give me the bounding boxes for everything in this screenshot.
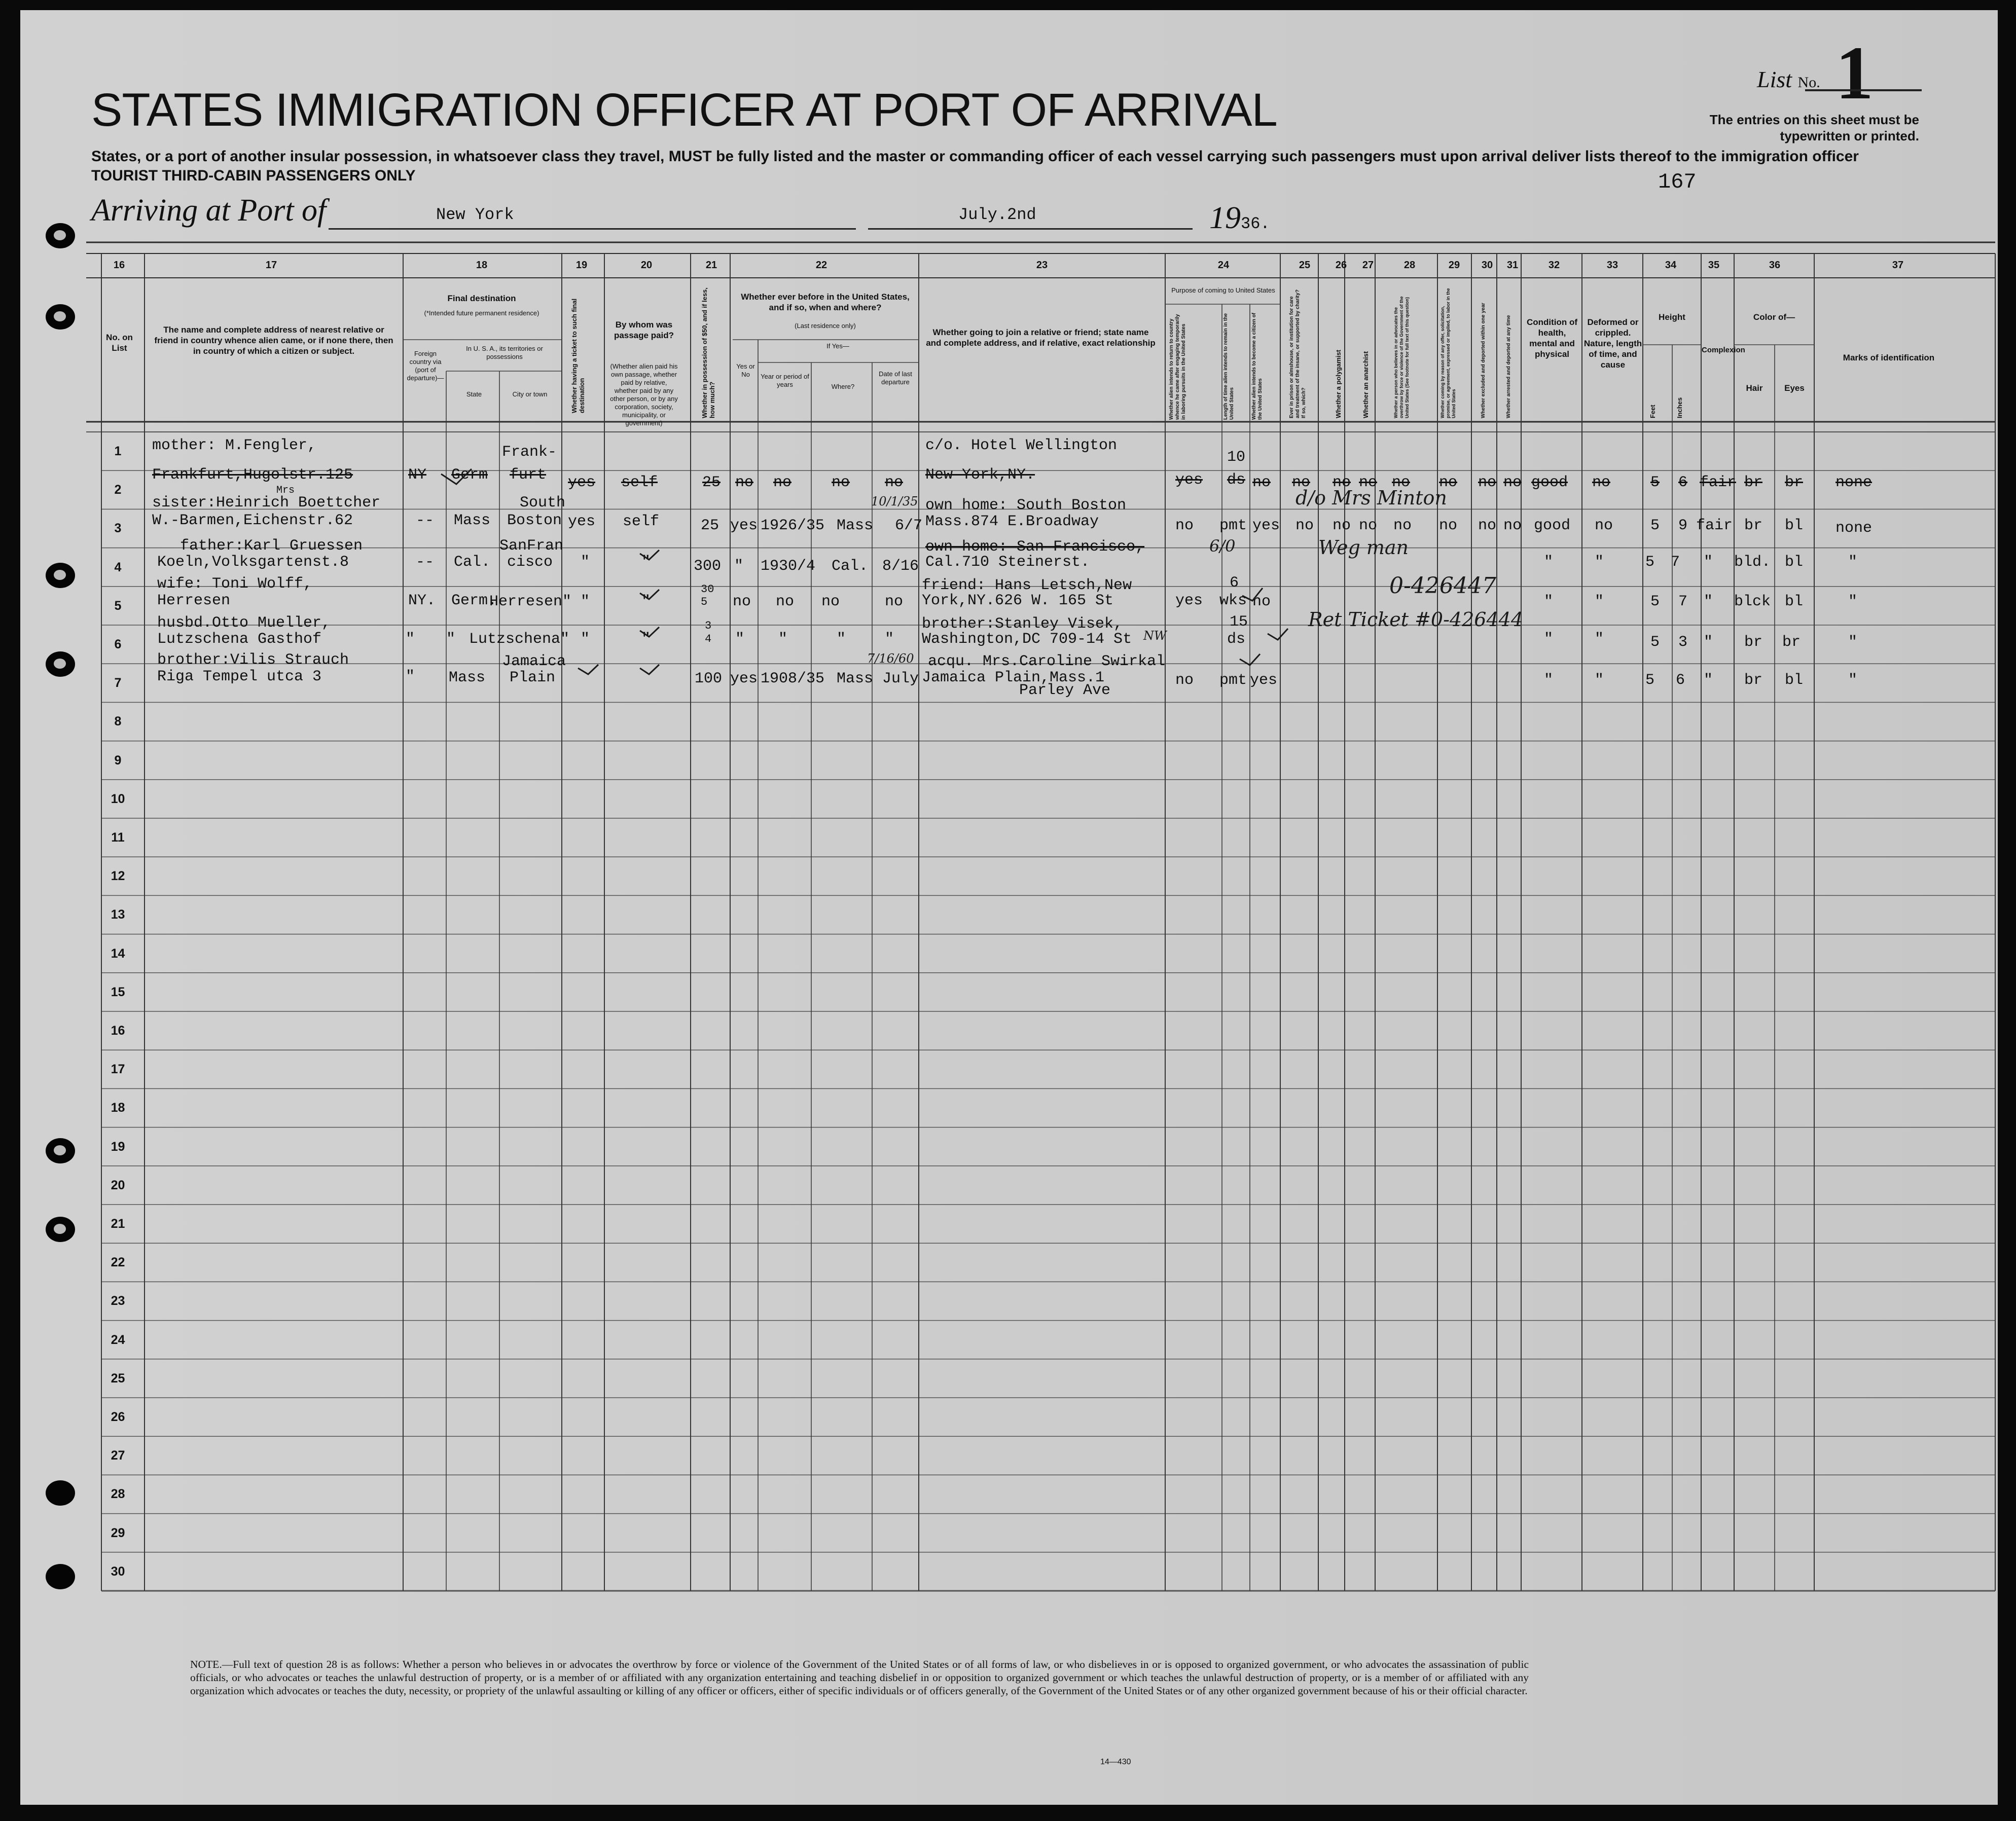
purpose-return: yes bbox=[1175, 592, 1203, 609]
header-question-30: Whether excluded and deported within one year bbox=[1481, 303, 1486, 418]
paid-by-value: self bbox=[621, 474, 658, 491]
footnote-question-28: NOTE.—Full text of question 28 is as follows: Whether a person who believes in or advocates the overthrow by force or violence of the Government of the United States or of all forms of law, or who disbelieves in or is opposed to organized government, or who advocates the assassination of public officials, or who advocates or teaches the unlawful destruction of property, or is a member of or affiliated with any organization entertaining and teaching disbelief in or opposition to organized government or which teaches the unlawful destruction of property, or is a member of or affiliated with any organization which advocates or teaches the duty, necessity, or propriety of the unlawful assaulting or killing of any officer or officers, either of specific individuals or of officers generally, of the Government of the United States or of any other organized government because of his or their official character. bbox=[190, 1658, 1529, 1697]
row-number: 11 bbox=[111, 830, 125, 845]
marks-value: " bbox=[1848, 672, 1858, 689]
row-number: 12 bbox=[111, 869, 125, 884]
paid-by-value: " bbox=[641, 554, 651, 571]
relative-address: Frankfurt,Hugolstr.125 bbox=[152, 466, 353, 484]
form-subtitle-class: TOURIST THIRD-CABIN PASSENGERS ONLY bbox=[91, 167, 416, 184]
header-color-of: Color of— bbox=[1753, 312, 1795, 322]
destination-state: Mass bbox=[449, 669, 486, 686]
header-marks: Marks of identification bbox=[1843, 353, 1935, 362]
hair-value: br bbox=[1744, 634, 1763, 651]
header-purpose-return: Whether alien intends to return to country whence he came after engaging temporarily in laboring pursuits in the United States bbox=[1169, 314, 1186, 420]
deformed-value: no bbox=[1595, 517, 1613, 534]
header-deformed: Deformed or crippled. Nature, length of time, and cause bbox=[1583, 317, 1642, 370]
money-value: 25 bbox=[702, 474, 721, 491]
before-where: Cal. bbox=[832, 558, 869, 575]
column-number: 29 bbox=[1448, 260, 1460, 271]
purpose-length: 15 bbox=[1230, 613, 1248, 631]
health-value: " bbox=[1544, 593, 1554, 610]
before-date: no bbox=[885, 474, 904, 491]
before-where: no bbox=[821, 593, 840, 610]
before-where: no bbox=[832, 474, 850, 491]
sheet-number: 167 bbox=[1658, 170, 1697, 194]
header-anarchist: Whether an anarchist bbox=[1362, 351, 1370, 418]
join-handwritten: NW bbox=[1143, 629, 1167, 643]
destination-city: Boston bbox=[507, 512, 562, 529]
column-number: 34 bbox=[1665, 260, 1677, 271]
before-where: Mass bbox=[837, 517, 874, 534]
row-number: 23 bbox=[111, 1294, 125, 1308]
paid-by-value: " bbox=[641, 631, 651, 648]
height-feet: 5 bbox=[1650, 474, 1660, 491]
header-ticket: Whether having a ticket to such final destination bbox=[570, 298, 586, 413]
row-number: 30 bbox=[111, 1564, 125, 1579]
header-if-yes: If Yes— bbox=[826, 342, 849, 350]
row-number: 3 bbox=[114, 521, 122, 536]
eyes-value: br bbox=[1785, 474, 1804, 491]
height-inches: 9 bbox=[1678, 517, 1688, 534]
hair-value: br bbox=[1744, 672, 1763, 689]
column-number: 27 bbox=[1362, 260, 1374, 271]
before-yes-no: no bbox=[733, 593, 751, 610]
handwritten-annotation: Weg man bbox=[1318, 536, 1409, 559]
row-number: 13 bbox=[111, 907, 125, 922]
height-inches: 7 bbox=[1671, 554, 1680, 571]
row-number: 27 bbox=[111, 1448, 125, 1463]
row-number: 15 bbox=[111, 985, 125, 999]
destination-state: " bbox=[446, 631, 456, 648]
relative-address: husbd.Otto Mueller, bbox=[157, 614, 331, 632]
complexion-value: " bbox=[1704, 593, 1713, 610]
marks-value: none bbox=[1835, 474, 1873, 491]
row-number: 10 bbox=[111, 791, 125, 806]
before-year: no bbox=[776, 593, 795, 610]
header-height: Height bbox=[1659, 312, 1685, 322]
row-number: 7 bbox=[114, 676, 122, 690]
purpose-length: ds bbox=[1227, 471, 1246, 489]
anarchist-value: no bbox=[1359, 517, 1378, 534]
prison-value: no bbox=[1295, 517, 1314, 534]
row-number: 8 bbox=[114, 714, 122, 729]
header-question-31: Whether arrested and deported at any time bbox=[1506, 315, 1511, 418]
foreign-country: -- bbox=[416, 554, 435, 571]
port-field: New York bbox=[436, 205, 514, 224]
destination-city: South bbox=[520, 494, 566, 512]
destination-city: Lutzschena" bbox=[469, 631, 570, 648]
polygamist-value: no bbox=[1333, 474, 1351, 491]
row-number: 6 bbox=[114, 637, 122, 651]
header-date-departure: Date of last departure bbox=[879, 370, 912, 386]
money-value: 3 bbox=[705, 620, 712, 632]
column-number: 20 bbox=[640, 260, 653, 271]
money-value: 30 bbox=[701, 583, 714, 596]
height-inches: 7 bbox=[1678, 593, 1688, 610]
paid-by-value: " bbox=[641, 593, 651, 610]
q29-value: no bbox=[1439, 474, 1458, 491]
destination-city: Plain bbox=[510, 669, 556, 686]
purpose-citizen: yes bbox=[1252, 517, 1280, 534]
relative-address: father:Karl Gruessen bbox=[180, 537, 363, 555]
complexion-value: fair bbox=[1700, 474, 1737, 491]
eyes-value: bl bbox=[1785, 672, 1804, 689]
header-hair: Hair bbox=[1746, 383, 1763, 393]
row-number: 20 bbox=[111, 1178, 125, 1192]
join-relative: friend: Hans Letsch,New bbox=[922, 577, 1132, 594]
marks-value: none bbox=[1835, 520, 1873, 537]
purpose-length: ds bbox=[1227, 631, 1246, 648]
foreign-country: NY bbox=[408, 466, 427, 484]
purpose-length: 6 bbox=[1230, 574, 1239, 592]
column-number: 17 bbox=[265, 260, 277, 271]
row-number: 4 bbox=[114, 560, 122, 574]
complexion-value: " bbox=[1704, 634, 1713, 651]
header-yes-no: Yes or No bbox=[736, 362, 755, 378]
deformed-value: " bbox=[1595, 672, 1604, 689]
deformed-value: " bbox=[1595, 631, 1604, 648]
foreign-country: NY. bbox=[408, 592, 436, 609]
join-relative: Cal.710 Steinerst. bbox=[925, 554, 1090, 571]
before-where: " bbox=[837, 631, 846, 648]
row-number: 26 bbox=[111, 1410, 125, 1424]
money-value: 4 bbox=[705, 633, 712, 645]
header-final-destination: Final destination bbox=[447, 294, 516, 303]
year-suffix: 36. bbox=[1241, 214, 1270, 233]
join-relative: Jamaica Plain,Mass.1 bbox=[922, 669, 1105, 686]
join-relative: own home: San Francisco, bbox=[925, 538, 1145, 556]
before-year: 1926/35 bbox=[761, 517, 825, 534]
column-number: 23 bbox=[1036, 260, 1048, 271]
column-number: 22 bbox=[815, 260, 827, 271]
handwritten-annotation: d/o Mrs Minton bbox=[1295, 487, 1447, 509]
form-title: STATES IMMIGRATION OFFICER AT PORT OF ARRIVAL bbox=[91, 84, 1277, 136]
foreign-country: " bbox=[406, 668, 415, 685]
complexion-value: fair bbox=[1696, 517, 1733, 534]
health-value: " bbox=[1544, 631, 1554, 648]
before-where: Mass bbox=[837, 670, 874, 687]
column-number: 36 bbox=[1769, 260, 1781, 271]
column-number: 28 bbox=[1403, 260, 1416, 271]
ticket-value: yes bbox=[568, 513, 596, 530]
height-feet: 5 bbox=[1650, 593, 1660, 610]
column-number: 24 bbox=[1217, 260, 1230, 271]
handwritten-code: Ret Ticket #0-426444 bbox=[1308, 608, 1524, 631]
paid-by-value: self bbox=[623, 513, 660, 530]
q29-value: no bbox=[1439, 517, 1458, 534]
relative-address: brother:Vilis Strauch bbox=[157, 651, 349, 669]
deformed-value: " bbox=[1595, 554, 1604, 571]
row-number: 16 bbox=[111, 1024, 125, 1038]
column-number: 37 bbox=[1892, 260, 1904, 271]
ticket-value: " bbox=[581, 631, 590, 648]
row-number: 25 bbox=[111, 1371, 125, 1386]
row-number: 5 bbox=[114, 598, 122, 613]
column-number: 21 bbox=[705, 260, 717, 271]
header-question-28: Whether a person who believes in or advocates the overthrow by force or violence of the Government of the United States (See footnote for full text of this question) bbox=[1393, 296, 1410, 418]
header-health: Condition of health, mental and physical bbox=[1526, 317, 1578, 359]
form-number: 14—430 bbox=[1100, 1758, 1131, 1766]
q28-value: no bbox=[1392, 474, 1411, 491]
row-number: 24 bbox=[111, 1332, 125, 1347]
column-number: 19 bbox=[575, 260, 588, 271]
money-value: 5 bbox=[701, 596, 708, 608]
before-year: 1930/4 bbox=[761, 558, 816, 575]
hair-value: br bbox=[1744, 474, 1763, 491]
eyes-value: bl bbox=[1785, 554, 1804, 571]
purpose-return: no bbox=[1175, 517, 1194, 534]
join-relative: c/o. Hotel Wellington bbox=[925, 437, 1118, 454]
before-date: " bbox=[885, 631, 894, 648]
year-prefix: 19 bbox=[1209, 201, 1241, 235]
purpose-length-handwritten: 6/0 bbox=[1209, 536, 1236, 556]
before-date: no bbox=[885, 593, 904, 610]
foreign-country: " bbox=[406, 631, 415, 648]
destination-city: cisco bbox=[507, 554, 553, 571]
relative-address: Lutzschena Gasthof bbox=[157, 631, 322, 648]
relative-address: Riga Tempel utca 3 bbox=[157, 668, 322, 685]
list-no-label: No. bbox=[1797, 74, 1820, 91]
join-relative: Mass.874 E.Broadway bbox=[925, 513, 1099, 530]
column-number: 31 bbox=[1506, 260, 1519, 271]
before-date-handwritten: 7/16/60 bbox=[867, 651, 914, 666]
complexion-value: " bbox=[1704, 554, 1713, 571]
before-date: July bbox=[882, 670, 919, 687]
height-feet: 5 bbox=[1645, 554, 1655, 571]
health-value: " bbox=[1544, 554, 1554, 571]
handwritten-code: 0-426447 bbox=[1389, 573, 1496, 599]
money-value: 300 bbox=[694, 558, 722, 575]
purpose-citizen: no bbox=[1252, 474, 1271, 491]
column-number: 25 bbox=[1299, 260, 1311, 271]
header-question-29: Whether coming by reason of any offer, solicitation, promise, or agreement, expressed or implied, to labor in the United States bbox=[1440, 288, 1456, 418]
before-yes-no: yes bbox=[730, 670, 758, 687]
purpose-citizen: yes bbox=[1250, 672, 1278, 689]
purpose-return: yes bbox=[1175, 471, 1203, 489]
money-value: 25 bbox=[701, 517, 719, 534]
q31-value: no bbox=[1503, 474, 1522, 491]
destination-state: Mass bbox=[454, 512, 491, 529]
complexion-value: " bbox=[1704, 672, 1713, 689]
header-paid-by-note: (Whether alien paid his own passage, whether paid by relative, whether paid by any other person, or by any corporation, society, municipality, or government) bbox=[610, 362, 678, 427]
height-feet: 5 bbox=[1650, 634, 1660, 651]
column-number: 33 bbox=[1606, 260, 1618, 271]
money-value: 100 bbox=[695, 670, 723, 687]
height-inches: 6 bbox=[1678, 474, 1688, 491]
anarchist-value: no bbox=[1359, 474, 1378, 491]
row-number: 1 bbox=[114, 444, 122, 458]
date-field: July.2nd bbox=[958, 205, 1036, 224]
q31-value: no bbox=[1503, 517, 1522, 534]
header-complexion: Complexion bbox=[1702, 346, 1745, 354]
join-relative: brother:Stanley Visek, bbox=[922, 615, 1123, 633]
header-state: State bbox=[466, 390, 482, 398]
row-number: 18 bbox=[111, 1101, 125, 1115]
header-polygamist: Whether a polygamist bbox=[1335, 349, 1342, 418]
join-relative: Parley Ave bbox=[1019, 682, 1111, 699]
header-purpose-citizen: Whether alien intends to become a citizen of the United States bbox=[1251, 312, 1263, 420]
destination-state: Germ bbox=[451, 466, 488, 484]
before-yes-no: " bbox=[734, 558, 744, 575]
q30-value: no bbox=[1478, 474, 1497, 491]
destination-state: Cal. bbox=[454, 554, 491, 571]
eyes-value: bl bbox=[1785, 517, 1804, 534]
header-city: City or town bbox=[512, 390, 548, 398]
header-year: Year or period of years bbox=[761, 373, 809, 388]
column-number: 16 bbox=[113, 260, 125, 271]
header-eyes: Eyes bbox=[1784, 383, 1805, 393]
row-number: 21 bbox=[111, 1217, 125, 1231]
health-value: good bbox=[1534, 517, 1571, 534]
header-money: Whether in possession of $50, and if less, how much? bbox=[701, 287, 716, 418]
health-value: good bbox=[1531, 474, 1568, 491]
row-number: 17 bbox=[111, 1062, 125, 1077]
destination-city: Herresen" bbox=[489, 593, 572, 610]
relative-address: Koeln,Volksgartenst.8 bbox=[157, 554, 349, 571]
join-relative: acqu. Mrs.Caroline Swirkal bbox=[928, 653, 1166, 670]
column-number: 26 bbox=[1335, 260, 1347, 271]
before-year: " bbox=[778, 631, 788, 648]
ticket-value: yes bbox=[568, 474, 596, 491]
row-number: 29 bbox=[111, 1525, 125, 1540]
purpose-length: pmt bbox=[1219, 517, 1247, 534]
purpose-length: pmt bbox=[1219, 672, 1247, 689]
before-date-handwritten: 10/1/35 bbox=[871, 494, 918, 508]
deformed-value: " bbox=[1595, 593, 1604, 610]
arriving-label: Arriving at Port of bbox=[91, 193, 327, 228]
relative-address: mother: M.Fengler, bbox=[152, 437, 317, 454]
health-value: " bbox=[1544, 672, 1554, 689]
deformed-value: no bbox=[1592, 474, 1611, 491]
before-date: 6/7 bbox=[895, 517, 923, 534]
header-inches: Inches bbox=[1676, 397, 1683, 418]
hair-value: bld. bbox=[1734, 554, 1771, 571]
row-number: 9 bbox=[114, 753, 122, 768]
purpose-length: wks bbox=[1219, 592, 1247, 609]
header-foreign-country: Foreign country via (port of departure)— bbox=[407, 350, 444, 382]
marks-value: " bbox=[1848, 634, 1858, 651]
row-number: 28 bbox=[111, 1487, 125, 1502]
relative-prefix: Mrs bbox=[276, 485, 295, 496]
before-yes-no: no bbox=[735, 474, 754, 491]
before-yes-no: yes bbox=[730, 517, 758, 534]
header-usa: In U. S. A., its territories or possessions bbox=[466, 345, 543, 360]
header-where: Where? bbox=[831, 383, 855, 390]
join-relative: own home: South Boston bbox=[925, 497, 1127, 514]
eyes-value: bl bbox=[1785, 593, 1804, 610]
join-relative: Washington,DC 709-14 St bbox=[922, 631, 1132, 648]
join-relative: New York,NY. bbox=[925, 466, 1035, 484]
row-number: 22 bbox=[111, 1255, 125, 1270]
foreign-country: -- bbox=[416, 512, 435, 529]
header-relative-address: The name and complete address of nearest relative or friend in country whence alien came, or if none there, then in country of which a citizen or subject. bbox=[154, 325, 393, 356]
destination-city: SanFran bbox=[499, 537, 564, 555]
purpose-citizen: no bbox=[1252, 593, 1271, 610]
q30-value: no bbox=[1478, 517, 1497, 534]
header-final-destination-note: (*Intended future permanent residence) bbox=[424, 309, 539, 317]
height-feet: 5 bbox=[1645, 672, 1655, 689]
ticket-value: " bbox=[581, 554, 590, 571]
destination-city: Jamaica bbox=[502, 653, 566, 670]
header-join-relative: Whether going to join a relative or friend; state name and complete address, and if relative, exact relationship bbox=[926, 327, 1156, 348]
header-before-in-us: Whether ever before in the United States, and if so, when and where? bbox=[741, 292, 910, 312]
destination-city: furt bbox=[510, 466, 547, 484]
height-inches: 6 bbox=[1676, 672, 1685, 689]
relative-address: wife: Toni Wolff, bbox=[157, 575, 313, 593]
list-label-text: List bbox=[1757, 66, 1792, 92]
header-paid-by: By whom was passage paid? bbox=[614, 320, 674, 340]
q28-value: no bbox=[1393, 517, 1412, 534]
before-yes-no: " bbox=[735, 631, 745, 648]
purpose-length: 10 bbox=[1227, 449, 1246, 466]
height-feet: 5 bbox=[1650, 517, 1660, 534]
row-number: 14 bbox=[111, 946, 125, 961]
column-number: 30 bbox=[1481, 260, 1493, 271]
relative-address: Herresen bbox=[157, 592, 231, 609]
hair-value: br bbox=[1744, 517, 1763, 534]
before-year: no bbox=[773, 474, 792, 491]
marks-value: " bbox=[1848, 593, 1858, 610]
height-inches: 3 bbox=[1678, 634, 1688, 651]
column-number: 18 bbox=[476, 260, 488, 271]
purpose-return: no bbox=[1175, 672, 1194, 689]
row-number: 2 bbox=[114, 483, 122, 497]
join-relative: York,NY.626 W. 165 St bbox=[922, 592, 1114, 609]
row-number: 19 bbox=[111, 1139, 125, 1154]
column-number: 35 bbox=[1708, 260, 1720, 271]
header-purpose: Purpose of coming to United States bbox=[1171, 286, 1275, 294]
polygamist-value: no bbox=[1333, 517, 1351, 534]
destination-state: Germ. bbox=[451, 592, 497, 609]
eyes-value: br bbox=[1782, 634, 1801, 651]
relative-address: W.-Barmen,Eichenstr.62 bbox=[152, 512, 353, 529]
before-year: 1908/35 bbox=[761, 670, 825, 687]
header-purpose-length: Length of time alien intends to remain in the United States bbox=[1223, 313, 1235, 420]
relative-address: sister:Heinrich Boettcher bbox=[152, 494, 381, 512]
form-subtitle: States, or a port of another insular possession, in whatsoever class they travel, MUST be fully listed and the master or commanding officer of each vessel carrying such passengers must upon arrival deliver lists thereof to the immigration officer bbox=[91, 148, 1859, 165]
header-before-in-us-note: (Last residence only) bbox=[795, 322, 856, 330]
header-no-on-list: No. on List bbox=[106, 333, 133, 353]
entries-note: The entries on this sheet must be typewritten or printed. bbox=[1709, 112, 1919, 143]
before-date: 8/16 bbox=[882, 558, 919, 575]
header-prison: Ever in prison or almshouse, or institution for care and treatment of the insane, or supported by charity? If so, which? bbox=[1289, 289, 1307, 418]
hair-value: blck bbox=[1734, 593, 1771, 610]
header-feet: Feet bbox=[1649, 405, 1657, 418]
destination-city: Frank- bbox=[502, 444, 557, 461]
marks-value: " bbox=[1848, 554, 1858, 571]
prison-value: no bbox=[1292, 474, 1311, 491]
list-number: 1 bbox=[1835, 31, 1874, 115]
column-number: 32 bbox=[1548, 260, 1560, 271]
ticket-value: " bbox=[581, 593, 590, 610]
